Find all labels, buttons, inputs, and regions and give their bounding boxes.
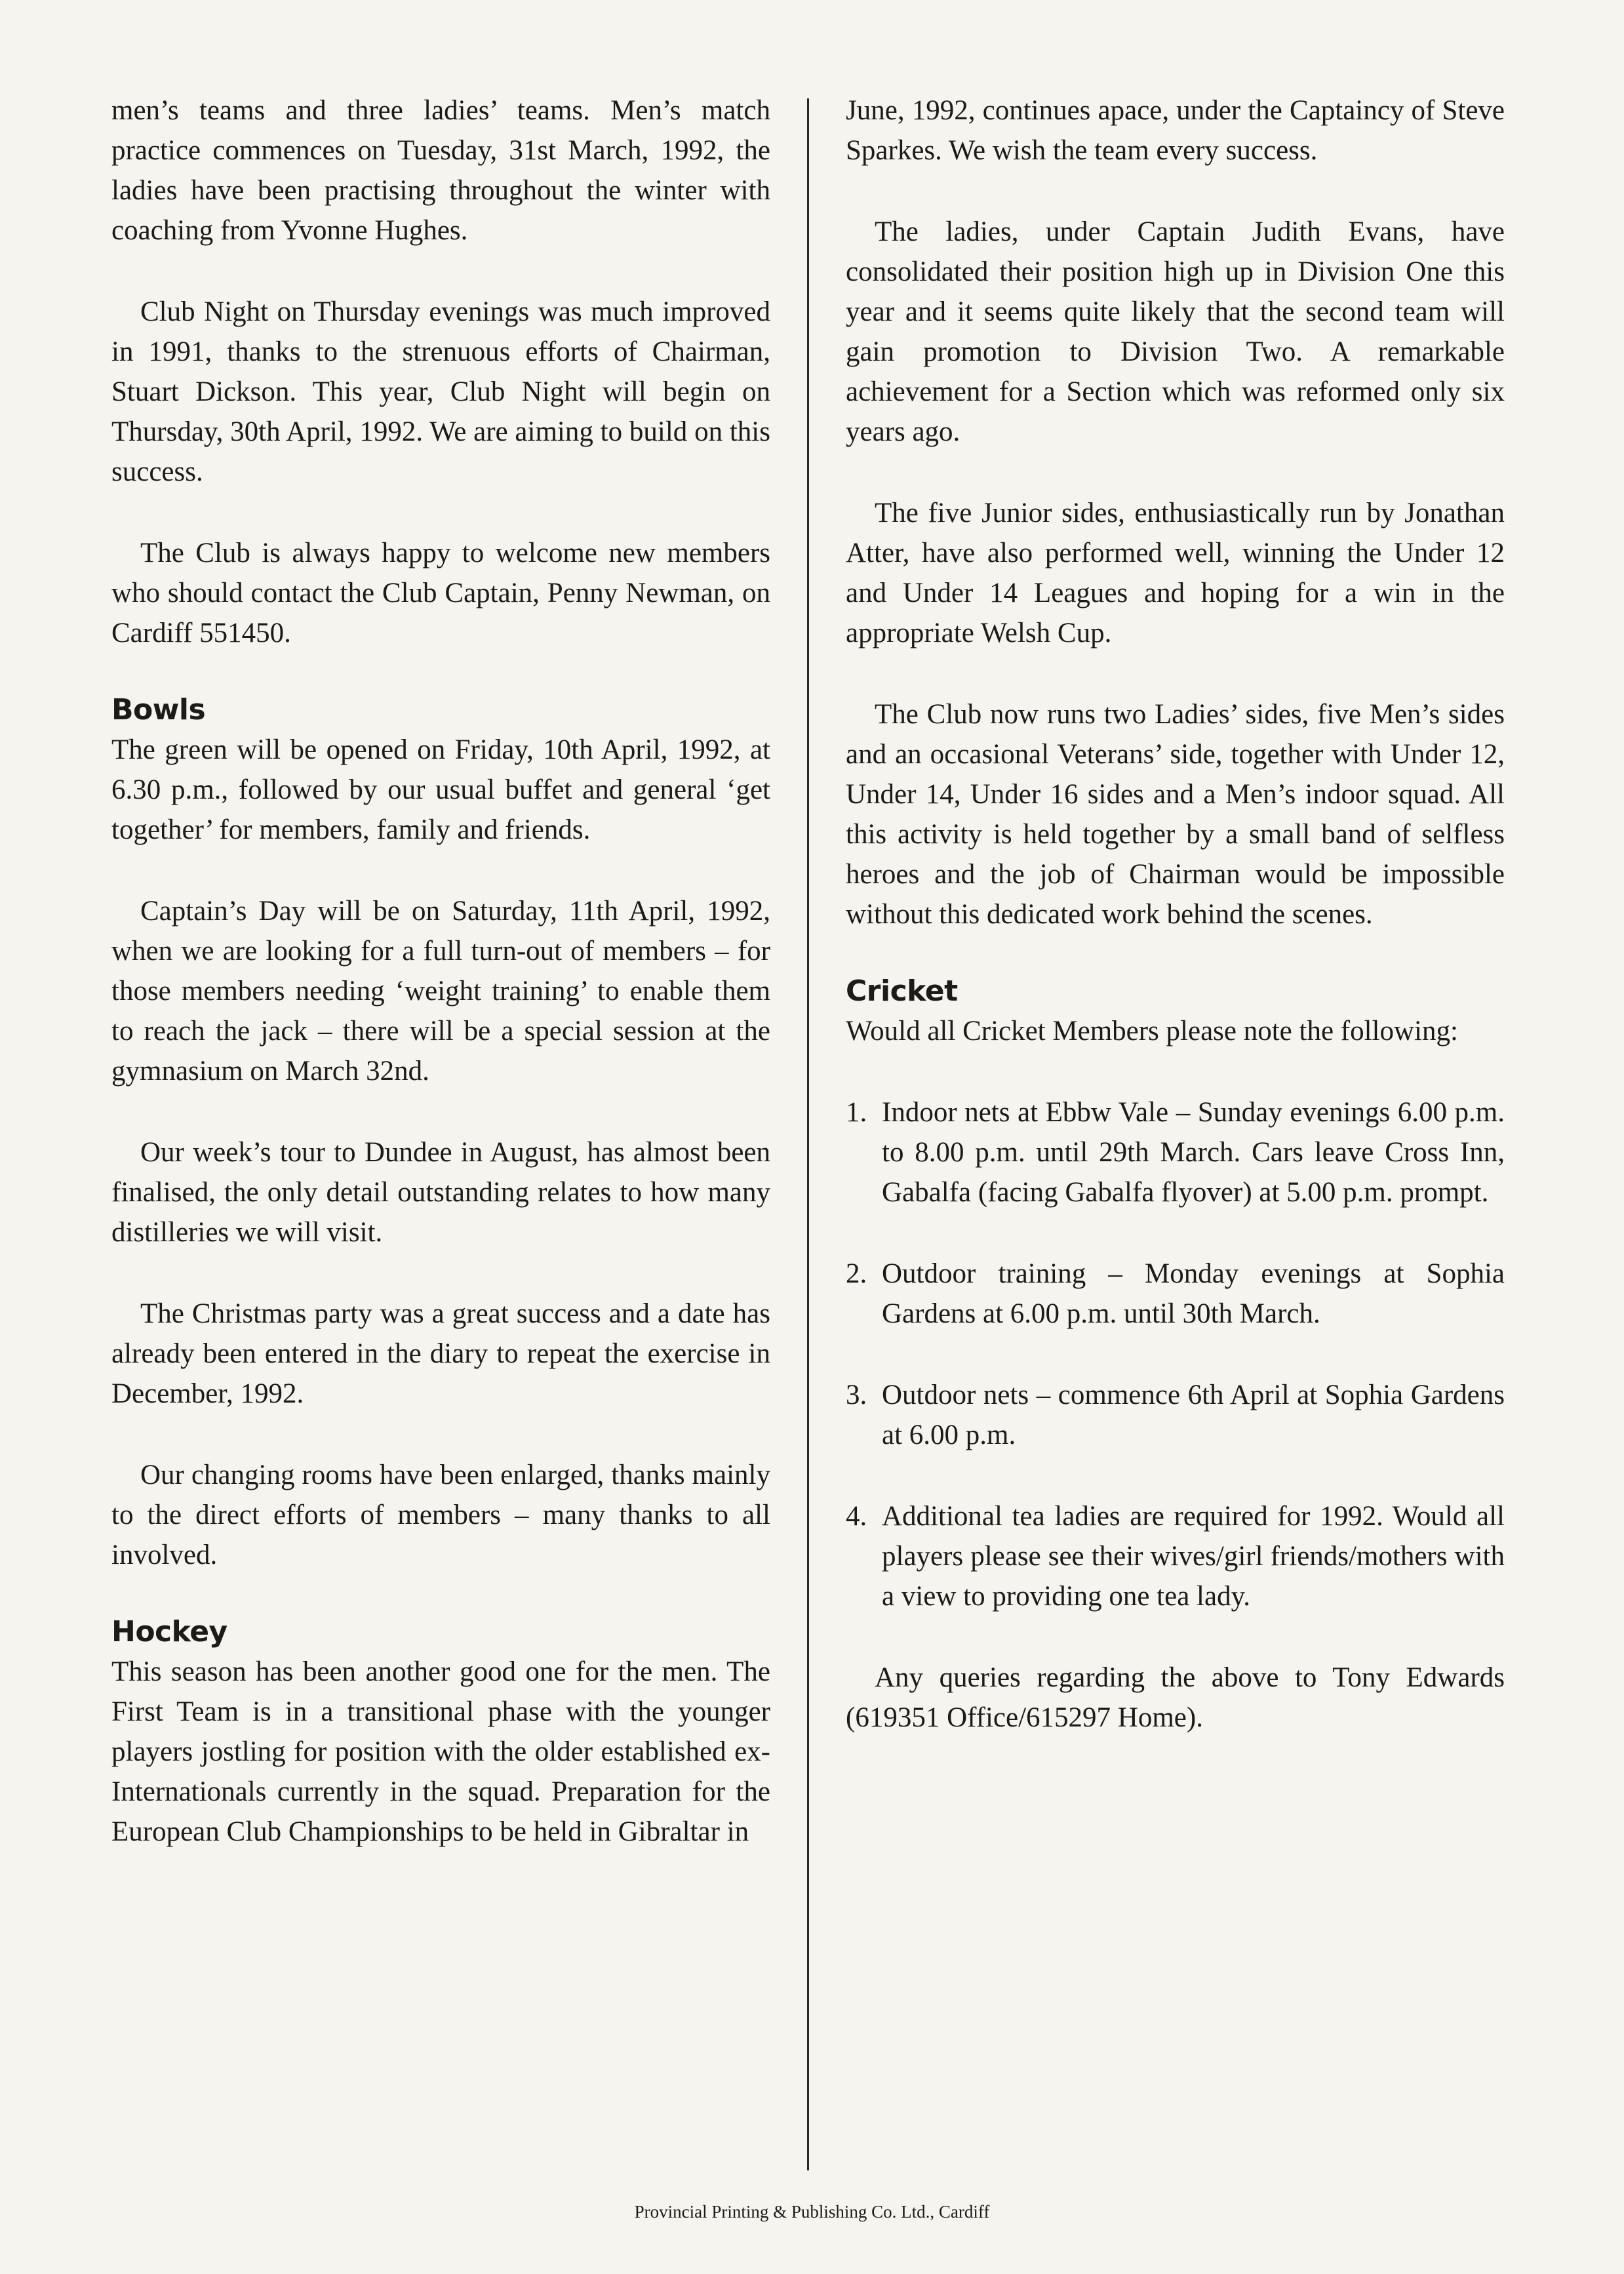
cricket-intro-paragraph: Would all Cricket Members please note the following:	[846, 1016, 1458, 1047]
club-sides-paragraph: The Club now runs two Ladies’ sides, five Men’s sides and an occasional Veterans’ side, together with Under 12, Under 14, Under 16 sides and a Men’s indoor squad. All this activity is held together by a small band of selfless heroes and the job of Chairman would be impossible without this dedicated work behind the scenes.	[846, 699, 1505, 930]
right-paragraph-1: June, 1992, continues apace, under the Captaincy of Steve Sparkes. We wish the team every success.	[846, 95, 1505, 166]
column-divider	[807, 98, 809, 2170]
left-column	[111, 90, 770, 1893]
list-item	[846, 1496, 1505, 1616]
list-item-text: Outdoor nets – commence 6th April at Sophia Gardens at 6.00 p.m.	[882, 1380, 1505, 1450]
club-night-paragraph: Club Night on Thursday evenings was much improved in 1991, thanks to the strenuous efforts of Chairman, Stuart Dickson. This year, Club Night will begin on Thursday, 30th April, 1992. We are aiming to build on this success.	[111, 296, 770, 487]
list-item-number: 2.	[846, 1258, 867, 1289]
right-column	[846, 90, 1505, 1779]
list-item-number: 4.	[846, 1501, 867, 1532]
cricket-notice-list	[846, 1092, 1505, 1616]
cricket-closing-paragraph: Any queries regarding the above to Tony Edwards (619351 Office/615297 Home).	[846, 1662, 1505, 1733]
welcome-members-paragraph: The Club is always happy to welcome new members who should contact the Club Captain, Penny Newman, on Cardiff 551450.	[111, 538, 770, 648]
cricket-heading: Cricket	[846, 974, 958, 1008]
hockey-paragraph-1: This season has been another good one for the men. The First Team is in a transitional phase with the younger players jostling for position with the older established ex-Internationals currently in the squad. Preparation for the European Club Championships to be held in Gibraltar in	[111, 1656, 770, 1847]
list-item-text: Outdoor training – Monday evenings at Sophia Gardens at 6.00 p.m. until 30th March.	[882, 1258, 1505, 1329]
ladies-paragraph: The ladies, under Captain Judith Evans, have consolidated their position high up in Division One this year and it seems quite likely that the second team will gain promotion to Division Two. A remarkable achievement for a Section which was reformed only six years ago.	[846, 216, 1505, 447]
list-item-number: 1.	[846, 1097, 867, 1128]
bowls-paragraph-2: Captain’s Day will be on Saturday, 11th April, 1992, when we are looking for a full turn-out of members – for those members needing ‘weight training’ to enable them to reach the jack – there will be a special session at the gymnasium on March 32nd.	[111, 896, 770, 1087]
printer-footer: Provincial Printing & Publishing Co. Ltd., Cardiff	[634, 2202, 990, 2222]
junior-sides-paragraph: The five Junior sides, enthusiastically run by Jonathan Atter, have also performed well, winning the Under 12 and Under 14 Leagues and hoping for a win in the appropriate Welsh Cup.	[846, 498, 1505, 648]
bowls-heading: Bowls	[111, 693, 206, 727]
bowls-paragraph-3: Our week’s tour to Dundee in August, has almost been finalised, the only detail outstanding relates to how many distilleries we will visit.	[111, 1137, 770, 1248]
list-item-number: 3.	[846, 1380, 867, 1410]
bowls-paragraph-4: The Christmas party was a great success and a date has already been entered in the diary to repeat the exercise in December, 1992.	[111, 1298, 770, 1409]
hockey-heading: Hockey	[111, 1615, 228, 1648]
left-paragraph-1: men’s teams and three ladies’ teams. Men’s match practice commences on Tuesday, 31st March, 1992, the ladies have been practising throughout the winter with coaching from Yvonne Hughes.	[111, 95, 770, 246]
list-item-text: Indoor nets at Ebbw Vale – Sunday evenings 6.00 p.m. to 8.00 p.m. until 29th March. Cars leave Cross Inn, Gabalfa (facing Gabalfa flyover) at 5.00 p.m. prompt.	[882, 1097, 1505, 1208]
list-item	[846, 1254, 1505, 1334]
list-item	[846, 1092, 1505, 1212]
list-item-text: Additional tea ladies are required for 1992. Would all players please see their wives/girl friends/mothers with a view to providing one tea lady.	[882, 1501, 1505, 1612]
bowls-paragraph-5: Our changing rooms have been enlarged, thanks mainly to the direct efforts of members – many thanks to all involved.	[111, 1460, 770, 1570]
list-item	[846, 1375, 1505, 1455]
bowls-paragraph-1: The green will be opened on Friday, 10th April, 1992, at 6.30 p.m., followed by our usual buffet and general ‘get together’ for members, family and friends.	[111, 734, 770, 845]
